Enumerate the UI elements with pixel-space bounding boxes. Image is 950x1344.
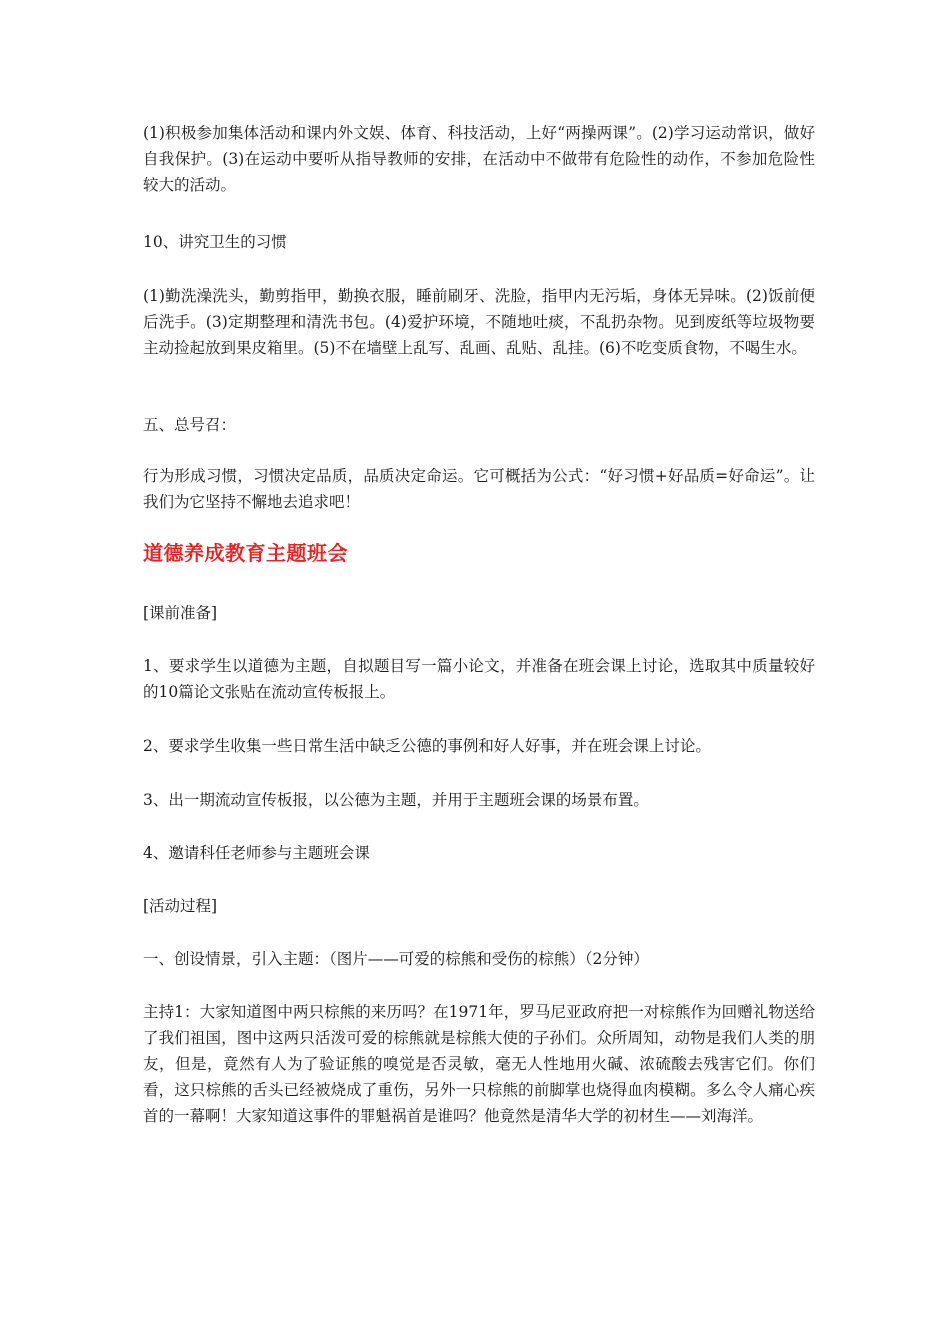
paragraph-step-1: 一、创设情景，引入主题：（图片——可爱的棕熊和受伤的棕熊）（2分钟） bbox=[143, 950, 649, 968]
paragraph-prep-3: 3、出一期流动宣传板报，以公德为主题，并用于主题班会课的场景布置。 bbox=[143, 791, 649, 809]
paragraph-hygiene-heading: 10、讲究卫生的习惯 bbox=[143, 233, 287, 251]
paragraph-hygiene-habits: (1)勤洗澡洗头，勤剪指甲，勤换衣服，睡前刷牙、洗脸，指甲内无污垢，身体无异味。(2)饭前便后洗手。(3)定期整理和清洗书包。(4)爱护环境，不随地吐痰，不乱扔杂物。见到废纸等垃圾物要主动捡起放到果皮箱里。(5)不在墙壁上乱写、乱画、乱贴、乱挂。(6)不吃变质食物，不喝生水。 bbox=[143, 287, 815, 357]
paragraph-host-1: 主持1：大家知道图中两只棕熊的来历吗？在1971年，罗马尼亚政府把一对棕熊作为回赠礼物送给了我们祖国，图中这两只活泼可爱的棕熊就是棕熊大使的子孙们。众所周知，动物是我们人类的朋友，但是，竟然有人为了验证熊的嗅觉是否灵敏，毫无人性地用火碱、浓硫酸去残害它们。你们看，这只棕熊的舌头已经被烧成了重伤，另外一只棕熊的前脚掌也烧得血肉模糊。多么令人痛心疾首的一幕啊！大家知道这事件的罪魁祸首是谁吗？他竟然是清华大学的初材生——刘海洋。 bbox=[143, 1003, 815, 1125]
paragraph-prep-heading: [课前准备] bbox=[143, 604, 218, 622]
section-title: 道德养成教育主题班会 bbox=[143, 541, 348, 565]
paragraph-call-text: 行为形成习惯，习惯决定品质，品质决定命运。它可概括为公式：“好习惯+好品质=好命运”。让我们为它坚持不懈地去追求吧！ bbox=[143, 467, 815, 511]
paragraph-prep-4: 4、邀请科任老师参与主题班会课 bbox=[143, 844, 370, 862]
paragraph-call-heading: 五、总号召： bbox=[143, 416, 237, 434]
paragraph-sports-habits: (1)积极参加集体活动和课内外文娱、体育、科技活动，上好“两操两课”。(2)学习运动常识，做好自我保护。(3)在运动中要听从指导教师的安排，在活动中不做带有危险性的动作，不参加危险性较大的活动。 bbox=[143, 124, 815, 194]
paragraph-process-heading: [活动过程] bbox=[143, 897, 218, 915]
paragraph-prep-1: 1、要求学生以道德为主题，自拟题目写一篇小论文，并准备在班会课上讨论，选取其中质量较好的10篇论文张贴在流动宣传板报上。 bbox=[143, 657, 815, 701]
paragraph-prep-2: 2、要求学生收集一些日常生活中缺乏公德的事例和好人好事，并在班会课上讨论。 bbox=[143, 737, 711, 755]
